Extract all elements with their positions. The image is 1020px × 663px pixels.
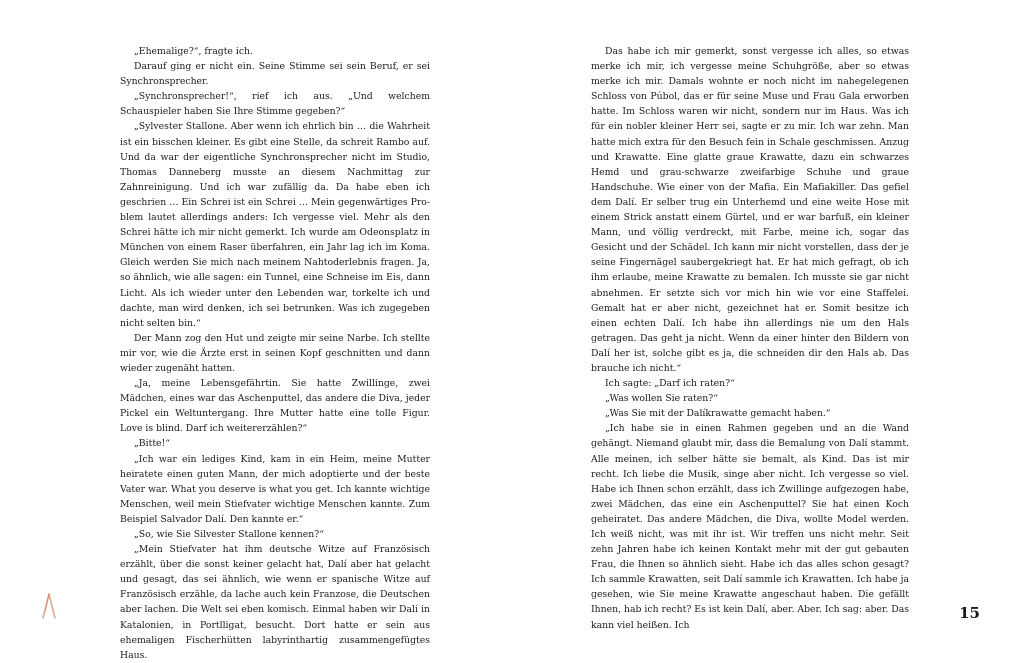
paragraph: „Was wollen Sie raten?“ [605,393,718,405]
right-text-column [591,44,909,633]
paragraph: „So, wie Sie Silvester Stallone kennen?“ [134,529,324,540]
paragraph: „Ja, meine Lebensgefährtin. Sie hatte Zwillinge, zwei Mädchen, eines war das Aschenputtel, das andere die Diva, jeder Pickel ein Weltuntergang. Ihre Mutter hatte eine tolle Figur. Love is blind. Darf ich weitererzählen?“ [120,378,430,435]
paragraph: „Synchronsprecher!“, rief ich aus. „Und welchem Schauspieler haben Sie Ihre Stimme gegeben?“ [120,91,430,118]
paragraph: Der Mann zog den Hut und zeigte mir seine Narbe. Ich stellte mir vor, wie die Ärzte erst in seinen Kopf geschnitten und dann wieder zugenäht hatten. [120,332,430,374]
left-page [0,0,510,661]
paragraph: Darauf ging er nicht ein. Seine Stimme sei sein Beruf, er sei Synchronsprecher. [120,61,430,88]
left-text-column [120,44,430,663]
paragraph: „Ich habe sie in einen Rahmen gegeben und an die Wand gehängt. Niemand glaubt mir, dass die Bemalung von Dalí stammt. Alle meinen, ich selber hätte sie bemalt, als Kind. Das ist mir recht. Ich liebe die Musik, singe aber nicht. Ich vergesse so viel. Habe ich Ihnen schon erzählt, dass ich Zwillinge aufgezogen habe, zwei Mädchen, das eine ein Aschenputtel? Sie hat einen Koch geheiratet. Das andere Mädchen, die Diva, wollte Model werden. Ich weiß nicht, was mit ihr ist. Wir treffen uns nicht mehr. Seit zehn Jahren habe ich keinen Kontakt mehr mit der gut gebauten Frau, die Ihnen so ähnlich sieht. Habe ich das alles schon gesagt? Ich sammle Krawatten, seit Dalí sammle ich Krawatten. Ich habe ja gesehen, wie Sie meine Krawatte angeschaut haben. Die gefällt Ihnen, hab ich recht? Es ist kein Dalí, aber. Aber. Ich sag: aber. Das kann viel heißen. Ich [591,423,909,631]
paragraph: „Bitte!“ [134,438,171,450]
publisher-mark-icon [38,592,60,620]
paragraph: „Was Sie mit der Dalíkrawatte gemacht haben.“ [605,408,831,420]
paragraph: Ich sagte: „Darf ich raten?“ [605,378,735,390]
page-number: 15 [959,604,980,622]
paragraph: Das habe ich mir gemerkt, sonst vergesse ich alles, so etwas merke ich mir, ich vergesse meine Schuhgröße, aber so etwas merke ich mir. Damals wohnte er noch nicht im nahegelegenen Schloss von Púbol, das er für seine Muse und Frau Gala erworben hatte. Im Schloss waren wir nicht, sondern nur im Haus. Was ich für ein nobler kleiner Herr sei, sagte er zu mir. Ich war zehn. Man hatte mich extra für den Besuch fein in Schale geschmissen. Anzug und Krawatte. Eine glatte graue Krawatte, dazu ein schwarzes Hemd und grau-schwarze zweifarbige Schuhe und graue Handschuhe. Wie einer von der Mafia. Ein Mafiakiller. Das gefiel dem Dalí. Er selber trug ein Unterhemd und eine weite Hose mit einem Strick anstatt einem Gürtel, und er war barfuß, ein kleiner Mann, und völlig verdreckt, mit Farbe, meine ich, sogar das Gesicht und der Schädel. Ich kann mir nicht vorstellen, dass der je seine Fingernägel saubergekriegt hat. Er hat mich gefragt, ob ich ihm erlaube, meine Krawatte zu bemalen. Ich musste sie gar nicht abnehmen. Er setzte sich vor mich hin wie vor eine Staffelei. Gemalt hat er aber nicht, gezeichnet hat er. Somit besitze ich einen echten Dalí. Ich habe ihn allerdings nie um den Hals getragen. Das geht ja nicht. Wenn da einer hinter den Bildern von Dalí her ist, solche gibt es ja, die schneiden dir den Hals ab. Das brauche ich nicht.“ [591,46,909,374]
right-page [510,0,1020,644]
paragraph: „Mein Stiefvater hat ihm deutsche Witze auf Französisch erzählt, über die sonst keiner gelacht hat, Dalí aber hat gelacht und gesagt, das sei ähnlich, wie wenn er spanische Witze auf Französisch erzähle, da lache auch kein Franzose, die Deutschen aber lachen. Die Welt sei eben komisch. Einmal haben wir Dalí in Katalonien, in Portlligat, besucht. Dort hatte er sein aus ehemaligen Fischerhütten labyrinthartig zusammengefügtes Haus. [120,544,430,661]
paragraph: „Sylvester Stallone. Aber wenn ich ehrlich bin … die Wahrheit ist ein bisschen kleiner. Es gibt eine Stelle, da schreit Rambo auf. Und da war der eigentliche Synchronsprecher nicht im Studio, Thomas Danneberg musste an diesem Nachmittag zur Zahnreinigung. Und ich war zufällig da. Da habe eben ich geschrien … Ein Schrei ist ein Schrei … Mein gegenwärtiges Problem lautet allerdings anders: Ich vergesse viel. Mehr als den Schrei hätte ich mir nicht gemerkt. Ich wurde am Odeonsplatz in München von einem Raser überfahren, ein Jahr lag ich im Koma. Gleich werden Sie mich nach meinem Nahtoderlebnis fragen. Ja, so ähnlich, wie alle sagen: ein Tunnel, eine Schneise im Eis, dann Licht. Als ich wieder unter den Lebenden war, torkelte ich und dachte, man wird denken, ich sei betrunken. Was ich zugegeben nicht selten bin.“ [120,121,430,329]
paragraph: „Ehemalige?“, fragte ich. [134,46,253,57]
paragraph: „Ich war ein lediges Kind, kam in ein Heim, meine Mutter heiratete einen guten Mann, der mich adoptierte und der beste Vater war. What you deserve is what you get. Ich kannte wichtige Menschen, weil mein Stiefvater wichtige Menschen kannte. Zum Beispiel Salvador Dalí. Den kannte er.“ [120,453,430,525]
